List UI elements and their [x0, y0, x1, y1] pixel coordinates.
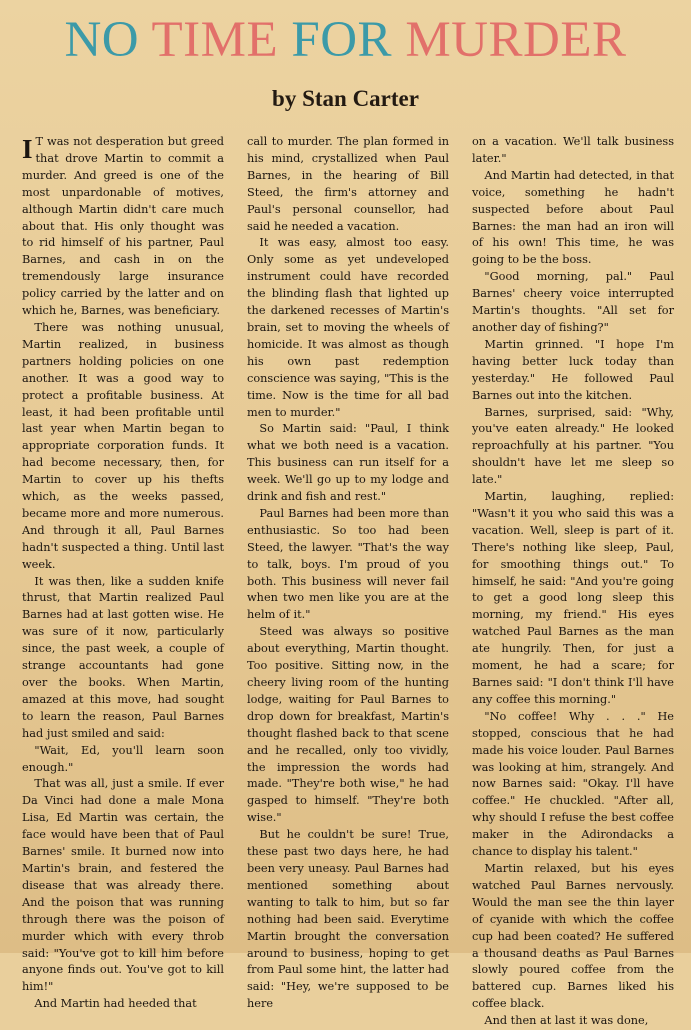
- paragraph: [22, 134, 224, 320]
- paragraph: And Martin had detected, in that voice, something he hadn't suspected before about Paul Barnes: the man had an iron will of his own! This time, he was going to be the boss.: [472, 168, 674, 267]
- column-1: [22, 134, 224, 1030]
- paragraph: Martin relaxed, but his eyes watched Paul Barnes nervously. Would the man see the thin layer of cyanide with which the coffee cup had been coated? He suffered a thousand deaths as Paul Barnes slowly poured coffee from the battered cup. Barnes liked his coffee black.: [472, 861, 674, 1011]
- article-columns: [22, 134, 674, 1030]
- title-word-for: FOR: [291, 12, 393, 68]
- paragraph: Steed was always so positive about everything, Martin thought. Too positive. Sitting now, in the cheery living room of the hunting lodge, waiting for Paul Barnes to drop down for breakfast, Martin's thought flashed back to that scene and he recalled, only too vividly, the impression the words had made. "They're both wise," he had gasped to himself. "They're both wise.": [247, 625, 449, 825]
- paragraph: "Wait, Ed, you'll learn soon enough.": [22, 743, 224, 774]
- paragraph: Barnes, surprised, said: "Why, you've eaten already." He looked reproachfully at his partner. "You shouldn't have let me sleep so late.": [472, 405, 674, 487]
- paragraph: And then at last it was done,: [484, 1014, 649, 1028]
- paragraph: And Martin had heeded that: [34, 997, 197, 1011]
- paragraph: call to murder. The plan formed in his mind, crystallized when Paul Barnes, in the hearing of Bill Steed, the firm's attorney and Paul's personal counsellor, had said he needed a vacation.: [247, 135, 449, 233]
- paragraph: Martin grinned. "I hope I'm having better luck today than yesterday." He followed Paul Barnes out into the kitchen.: [472, 337, 674, 402]
- paragraph: "No coffee! Why . . ." He stopped, conscious that he had made his voice louder. Paul Barnes was looking at him, strangely. And now Barnes said: "Okay. I'll have coffee." He chuckled. "After all, why should I refuse the best coffee maker in the Adirondacks a chance to display his talent.": [472, 709, 674, 859]
- paragraph: It was then, like a sudden knife thrust, that Martin realized Paul Barnes had at last gotten wise. He was sure of it now, particularly since, the past week, a couple of strange accountants had gone over the books. When Martin, amazed at this move, had sought to learn the reason, Paul Barnes had just smiled and said:: [22, 574, 224, 740]
- paragraph: Martin, laughing, replied: "Wasn't it you who said this was a vacation. Well, sleep is part of it. There's nothing like sleep, Paul, for smoothing things out." To himself, he said: "And you're going to get a good long sleep this morning, my friend." His eyes watched Paul Barnes as the man ate hungrily. Then, for just a moment, he had a scare; for Barnes said: "I don't think I'll have any coffee this morning.": [472, 490, 674, 706]
- title-word-time: TIME: [151, 12, 279, 68]
- paragraph: That was all, just a smile. If ever Da Vinci had done a male Mona Lisa, Ed Martin was certain, the face would have been that of Paul Barnes' smile. It burned now into Martin's brain, and festered the disease that was already there. And the poison that was running through there was the poison of murder which with every throb said: "You've got to kill him before anyone finds out. You've got to kill him!": [22, 777, 224, 994]
- byline: by Stan Carter: [272, 86, 419, 111]
- paragraph: It was easy, almost too easy. Only some as yet undeveloped instrument could have recorded the blinding flash that lighted up the darkened recesses of Martin's brain, set to moving the wheels of homicide. It was almost as though his own past redemption conscience was saying, "This is the time. Now is the time for all bad men to murder.": [247, 236, 449, 419]
- paragraph: But he couldn't be sure! True, these past two days here, he had been very uneasy. Paul Barnes had mentioned something about wanting to talk to him, but so far nothing had been said. Everytime Martin brought the conversation around to business, hoping to get from Paul some hint, the latter had said: "Hey, we're supposed to be here: [247, 828, 449, 1011]
- paragraph: So Martin said: "Paul, I think what we both need is a vacation. This business can run itself for a week. We'll go up to my lodge and drink and fish and rest.": [247, 422, 449, 504]
- column-3: [472, 134, 674, 1030]
- paragraph: "Good morning, pal." Paul Barnes' cheery voice interrupted Martin's thoughts. "All set for another day of fishing?": [472, 270, 674, 334]
- drop-cap: I: [22, 134, 33, 164]
- story-title: [0, 12, 691, 68]
- paragraph: Paul Barnes had been more than enthusiastic. So too had been Steed, the lawyer. "That's the way to talk, boys. I'm proud of you both. This business will never fail when two men like you are at the helm of it.": [247, 506, 449, 622]
- paragraph-text: T was not desperation but greed that drove Martin to commit a murder. And greed is one of the most unpardonable of motives, although Martin didn't care much about that. His only thought was to rid himself of his partner, Paul Barnes, and cash in on the tremendously large insurance policy carried by the latter and on which he, Barnes, was beneficiary.: [22, 135, 224, 318]
- paragraph: There was nothing unusual, Martin realized, in business partners holding policies on one another. It was a good way to protect a profitable business. At least, it had been profitable until last year when Martin began to appropriate corporation funds. It had become necessary, then, for Martin to cover up his thefts which, as the weeks passed, became more and more numerous. And through it all, Paul Barnes hadn't suspected a thing. Until last week.: [22, 320, 224, 571]
- paragraph: on a vacation. We'll talk business later.": [472, 135, 674, 165]
- title-word-no: NO: [64, 12, 140, 68]
- title-word-murder: MURDER: [405, 12, 627, 68]
- column-2: [247, 134, 449, 1030]
